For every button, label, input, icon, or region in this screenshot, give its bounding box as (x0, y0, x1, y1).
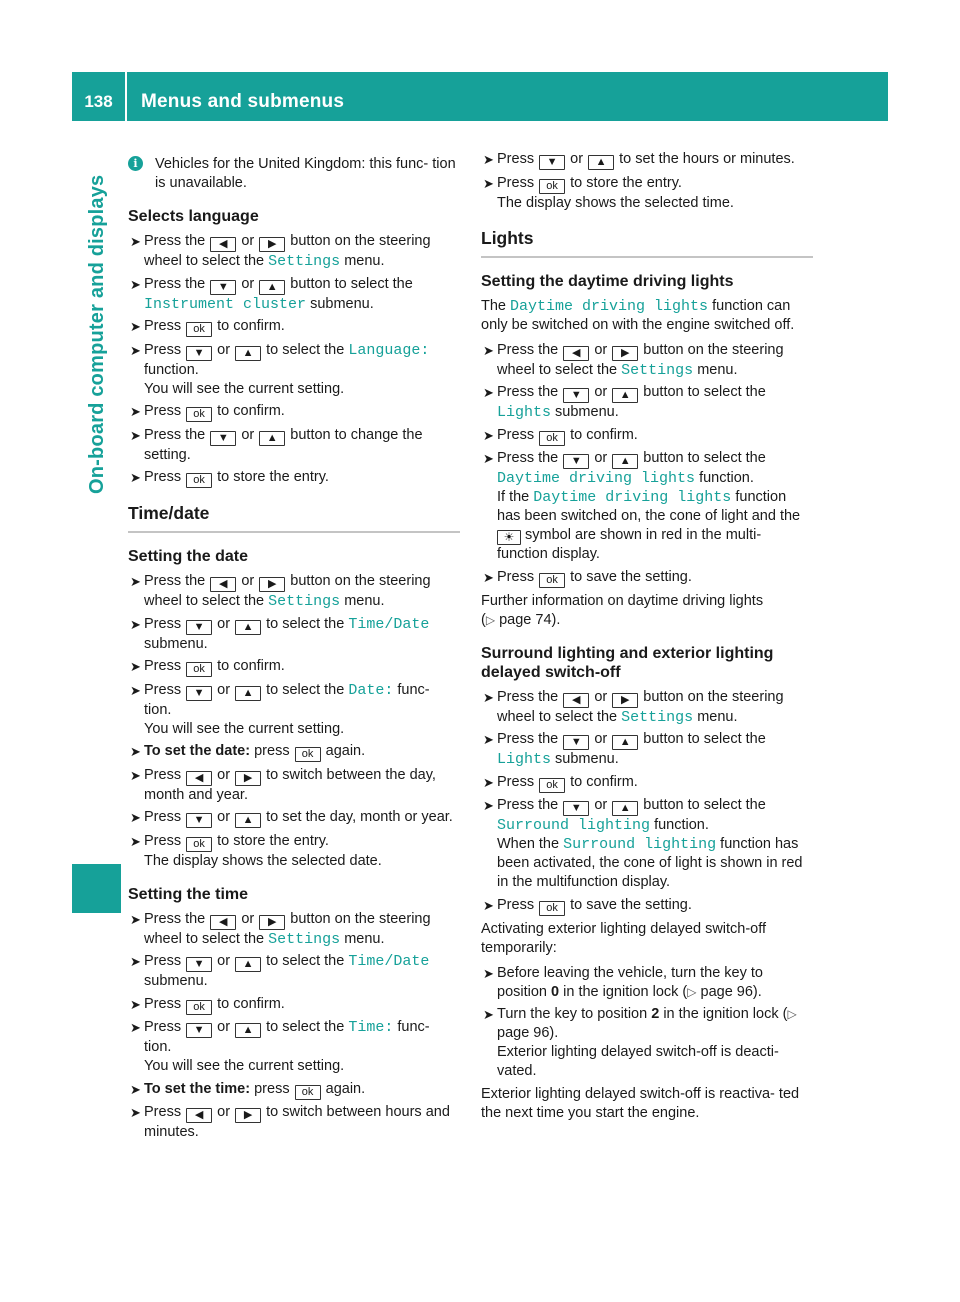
step-text: function. (144, 361, 199, 378)
step-arrow-icon: ➤ (130, 659, 141, 674)
section-heading: Time/date (128, 504, 460, 533)
instruction-step (128, 952, 460, 991)
step-text: to save the setting. (570, 568, 692, 585)
step-arrow-icon: ➤ (483, 732, 494, 747)
step-text: Press (144, 615, 182, 632)
chapter-title: Menus and submenus (141, 91, 345, 112)
paragraph: Further information on daytime driving lights (▷ page 74). (481, 592, 764, 628)
step-text: to switch between hours and minutes. (144, 1104, 450, 1140)
section-subheading: Surround lighting and exterior lighting delayed switch-off (481, 644, 774, 681)
step-arrow-icon: ➤ (130, 616, 141, 632)
step-text: button to select the (643, 797, 766, 813)
step-text: menu. (697, 361, 738, 378)
step-text: button on the steering wheel to select the (144, 573, 431, 609)
left-button-icon: ◀ (186, 771, 212, 786)
side-marker (72, 864, 121, 913)
page-ref-icon: ▷ (687, 984, 697, 999)
step-text: submenu. (555, 751, 619, 767)
ok-button-icon: ok (539, 573, 565, 588)
step-text: Press (144, 809, 182, 825)
step-text: or (241, 426, 255, 443)
step-text: or (217, 341, 231, 358)
step-text: Press (497, 568, 535, 585)
step-text: or (217, 681, 231, 698)
up-button-icon: ▲ (612, 735, 638, 750)
header-divider (125, 72, 127, 121)
step-text: Press the (144, 275, 206, 292)
step-arrow-icon: ➤ (483, 342, 494, 358)
step-text: Press (497, 151, 535, 167)
up-button-icon: ▲ (259, 431, 285, 446)
menu-name: Date: (348, 681, 394, 699)
instruction-step (128, 615, 460, 654)
up-button-icon: ▲ (235, 686, 261, 701)
step-text: press (254, 1080, 290, 1097)
up-button-icon: ▲ (235, 346, 261, 361)
step-text: Press the (497, 797, 559, 813)
step-text: button on the steering wheel to select the (497, 688, 784, 725)
ok-button-icon: ok (186, 407, 212, 422)
right-button-icon: ▶ (235, 1108, 261, 1123)
right-button-icon: ▶ (612, 693, 638, 708)
step-text: or (217, 809, 231, 825)
ok-button-icon: ok (539, 778, 565, 793)
instruction-step (481, 964, 813, 1002)
step-text: menu. (344, 930, 385, 947)
step-text: or (594, 384, 608, 400)
menu-name: Settings (268, 253, 341, 270)
step-text: Press (144, 766, 182, 783)
step-arrow-icon: ➤ (130, 911, 141, 927)
instruction-step (481, 568, 813, 588)
step-arrow-icon: ➤ (483, 689, 494, 705)
page-header (72, 72, 888, 121)
step-result: function has been activated, the cone of light is shown in red in the multifunction display. (497, 836, 803, 890)
ok-button-icon: ok (186, 322, 212, 337)
step-result: You will see the current setting. (144, 720, 345, 737)
down-button-icon: ▼ (186, 686, 212, 701)
step-text: menu. (344, 253, 385, 269)
instruction-step (128, 1018, 460, 1076)
step-text: Press the (144, 233, 206, 249)
menu-name: Time/Date (348, 953, 430, 970)
step-text: to store the entry. (217, 469, 329, 485)
step-text: Press the (144, 426, 206, 443)
step-text: button on the steering wheel to select the (144, 910, 431, 947)
light-symbol-icon: ☀ (497, 530, 521, 545)
step-arrow-icon: ➤ (483, 385, 494, 400)
instruction-step (481, 688, 813, 727)
instruction-step (128, 341, 460, 399)
step-text: Press the (497, 384, 559, 400)
section-subheading: Selects language (128, 208, 259, 225)
down-button-icon: ▼ (563, 735, 589, 750)
page-ref-link[interactable]: page 74). (499, 611, 561, 628)
step-text: or (217, 766, 231, 783)
step-text: function. (699, 470, 754, 486)
step-text: Turn the key to position (497, 1006, 648, 1022)
step-text: func- tion. (144, 1019, 430, 1055)
menu-name: Settings (268, 593, 341, 610)
instruction-step (481, 773, 813, 793)
instruction-step (481, 383, 813, 422)
step-text: to confirm. (217, 403, 285, 419)
up-button-icon: ▲ (588, 155, 614, 170)
step-text: button on the steering wheel to select the (144, 233, 431, 269)
step-text: Press (144, 1104, 182, 1120)
step-text: to switch between the day, month and year. (144, 766, 436, 803)
section-subheading: Setting the date (128, 548, 249, 565)
step-text: or (594, 797, 608, 813)
instruction-step (481, 1005, 813, 1081)
ok-button-icon: ok (186, 473, 212, 488)
step-text: or (241, 910, 255, 927)
step-text: Press (497, 426, 535, 443)
ok-button-icon: ok (539, 431, 565, 446)
paragraph: Activating exterior lighting delayed switch-off temporarily: (481, 920, 767, 956)
step-text: menu. (697, 708, 738, 725)
instruction-step (128, 808, 460, 828)
instruction-step (128, 402, 460, 422)
step-arrow-icon: ➤ (130, 276, 141, 292)
menu-name: Lights (497, 751, 552, 768)
instruction-step (128, 1080, 460, 1100)
step-text: button to select the (290, 275, 413, 292)
step-text: submenu. (310, 295, 374, 312)
menu-name: Time: (348, 1019, 394, 1036)
step-label: To set the date: (144, 743, 251, 759)
step-text: to select the (266, 341, 345, 358)
step-text: button to select the (643, 450, 766, 466)
step-arrow-icon: ➤ (130, 427, 141, 443)
side-chapter-label: On-board computer and displays (86, 175, 108, 495)
step-text: or (570, 151, 584, 167)
step-result: The display shows the selected time. (497, 194, 734, 211)
key-position: 0 (551, 983, 560, 1000)
step-text: or (594, 731, 608, 747)
step-text: submenu. (555, 404, 619, 420)
down-button-icon: ▼ (563, 388, 589, 403)
menu-name: Settings (621, 708, 694, 726)
menu-name: Lights (497, 404, 552, 421)
instruction-step (128, 1103, 460, 1142)
down-button-icon: ▼ (539, 155, 565, 170)
para-text: The (481, 297, 506, 314)
step-text: again. (325, 1080, 366, 1097)
left-button-icon: ◀ (563, 693, 589, 708)
step-text: to confirm. (217, 995, 285, 1012)
right-button-icon: ▶ (612, 346, 638, 361)
instruction-step (128, 468, 460, 488)
step-text: submenu. (144, 635, 208, 652)
down-button-icon: ▼ (563, 454, 589, 469)
step-text: to store the entry. (217, 832, 329, 849)
step-text: to confirm. (570, 773, 638, 790)
instruction-step (128, 317, 460, 337)
step-text: or (217, 1104, 231, 1120)
left-button-icon: ◀ (186, 1108, 212, 1123)
step-arrow-icon: ➤ (130, 234, 141, 249)
instruction-step (481, 174, 813, 213)
step-text: to save the setting. (570, 896, 692, 913)
step-result: Exterior lighting delayed switch-off is deacti- vated. (497, 1044, 779, 1079)
ok-button-icon: ok (295, 747, 321, 762)
step-text: Press the (497, 341, 559, 358)
step-arrow-icon: ➤ (130, 342, 141, 358)
paragraph (481, 297, 813, 335)
left-button-icon: ◀ (210, 237, 236, 252)
instruction-step (128, 426, 460, 465)
instruction-step (481, 730, 813, 769)
step-text: to select the (266, 1019, 345, 1035)
step-arrow-icon: ➤ (130, 744, 141, 759)
step-text: to confirm. (217, 658, 285, 674)
function-name: Surround lighting (563, 836, 717, 853)
instruction-step (128, 832, 460, 871)
down-button-icon: ▼ (186, 620, 212, 635)
step-text: Press (144, 681, 182, 698)
step-arrow-icon: ➤ (483, 569, 494, 585)
function-name: Daytime driving lights (510, 297, 709, 315)
step-arrow-icon: ➤ (483, 798, 494, 813)
step-text: or (241, 233, 255, 249)
right-button-icon: ▶ (259, 237, 285, 252)
step-arrow-icon: ➤ (483, 427, 494, 443)
step-arrow-icon: ➤ (130, 404, 141, 419)
step-text: button to select the (643, 731, 766, 747)
step-arrow-icon: ➤ (130, 1081, 141, 1097)
step-text: menu. (344, 593, 385, 609)
instruction-step (128, 657, 460, 677)
step-text: Press (497, 174, 535, 191)
ok-button-icon: ok (186, 1000, 212, 1015)
step-text: to select the (266, 681, 345, 698)
section-heading: Lights (481, 229, 813, 258)
instruction-step (481, 150, 813, 170)
menu-name: Settings (268, 930, 341, 948)
menu-name: Time/Date (348, 615, 430, 633)
step-arrow-icon: ➤ (483, 451, 494, 466)
up-button-icon: ▲ (612, 801, 638, 816)
instruction-step (481, 426, 813, 446)
step-text: Press (144, 1019, 182, 1035)
ok-button-icon: ok (539, 901, 565, 916)
page-number: 138 (84, 92, 113, 111)
down-button-icon: ▼ (186, 813, 212, 828)
step-text: to select the (266, 953, 345, 969)
down-button-icon: ▼ (186, 1023, 212, 1038)
menu-name: Instrument cluster (144, 295, 307, 313)
step-result: You will see the current setting. (144, 380, 345, 397)
step-text: to confirm. (570, 426, 638, 443)
step-result: When the (497, 836, 560, 852)
step-text: button on the steering wheel to select the (497, 341, 784, 378)
step-text: Press (144, 953, 182, 969)
right-button-icon: ▶ (235, 771, 261, 786)
up-button-icon: ▲ (612, 388, 638, 403)
step-arrow-icon: ➤ (483, 774, 494, 790)
step-text: Press (144, 995, 182, 1012)
step-text: press (254, 743, 290, 759)
step-text: button to select the (643, 384, 766, 400)
step-text: to store the entry. (570, 174, 682, 191)
step-text: or (594, 341, 608, 358)
down-button-icon: ▼ (186, 346, 212, 361)
step-text: Press (144, 832, 182, 849)
key-position: 2 (651, 1006, 660, 1022)
step-result: You will see the current setting. (144, 1058, 345, 1074)
info-icon: i (128, 156, 143, 171)
step-text: to set the hours or minutes. (619, 151, 795, 167)
info-note (128, 155, 460, 193)
down-button-icon: ▼ (210, 431, 236, 446)
para-text: Further information on daytime driving lights (481, 592, 764, 609)
step-result: function has been switched on, the cone of light and the (497, 489, 801, 524)
instruction-step (481, 341, 813, 380)
step-arrow-icon: ➤ (483, 175, 494, 191)
step-arrow-icon: ➤ (130, 319, 141, 334)
ok-button-icon: ok (186, 837, 212, 852)
left-button-icon: ◀ (210, 915, 236, 930)
step-text: Press the (497, 688, 559, 705)
menu-name: Settings (621, 361, 694, 379)
step-text: or (594, 688, 608, 705)
step-text: again. (325, 743, 366, 759)
step-arrow-icon: ➤ (130, 1020, 141, 1035)
left-column (128, 150, 460, 1146)
section-subheading: Setting the time (128, 885, 249, 903)
up-button-icon: ▲ (259, 280, 285, 295)
step-arrow-icon: ➤ (130, 833, 141, 849)
para-text: function can only be switched on with the engine switched off. (481, 297, 795, 333)
step-text: Before leaving the vehicle, turn the key to position (497, 964, 763, 1000)
function-name: Daytime driving lights (533, 489, 732, 506)
instruction-step (128, 681, 460, 739)
instruction-step (128, 572, 460, 611)
step-text: to set the day, month or year. (266, 809, 453, 825)
right-column (481, 150, 813, 1129)
ok-button-icon: ok (295, 1085, 321, 1100)
step-result: The display shows the selected date. (144, 852, 382, 869)
instruction-step (128, 275, 460, 314)
step-arrow-icon: ➤ (130, 574, 141, 589)
function-name: Surround lighting (497, 817, 651, 834)
step-text: to select the (266, 615, 345, 632)
instruction-step (128, 995, 460, 1015)
step-arrow-icon: ➤ (130, 470, 141, 485)
down-button-icon: ▼ (563, 801, 589, 816)
step-text: Press (144, 469, 182, 485)
step-result: symbol are shown in red in the multi- function display. (497, 527, 762, 562)
up-button-icon: ▲ (235, 620, 261, 635)
instruction-step (481, 449, 813, 564)
function-name: Daytime driving lights (497, 470, 696, 487)
step-arrow-icon: ➤ (130, 810, 141, 825)
instruction-step (128, 742, 460, 762)
menu-name: Language: (348, 341, 430, 359)
step-text: Press the (144, 573, 206, 589)
up-button-icon: ▲ (235, 813, 261, 828)
right-button-icon: ▶ (259, 577, 285, 592)
step-text: in the ignition lock ( (563, 983, 688, 1000)
step-arrow-icon: ➤ (483, 897, 494, 913)
step-text: Press (144, 341, 182, 358)
step-text: function. (654, 817, 709, 833)
step-text: submenu. (144, 973, 208, 989)
up-button-icon: ▲ (235, 1023, 261, 1038)
step-arrow-icon: ➤ (483, 1007, 494, 1022)
paragraph: Exterior lighting delayed switch-off is reactiva- ted the next time you start the engine. (481, 1086, 800, 1121)
right-button-icon: ▶ (259, 915, 285, 930)
step-arrow-icon: ➤ (130, 996, 141, 1012)
page-ref-link[interactable]: page 96). (497, 1025, 559, 1041)
step-text: func- tion. (144, 681, 430, 718)
step-text: or (241, 275, 255, 292)
step-text: Press (144, 658, 182, 674)
step-text: Press (144, 403, 182, 419)
instruction-step (128, 910, 460, 949)
step-text: button to change the setting. (144, 426, 423, 463)
step-text: Press the (144, 910, 206, 927)
up-button-icon: ▲ (612, 454, 638, 469)
down-button-icon: ▼ (186, 957, 212, 972)
ok-button-icon: ok (539, 179, 565, 194)
section-subheading: Setting the daytime driving lights (481, 272, 734, 290)
step-text: Press the (497, 450, 559, 466)
down-button-icon: ▼ (210, 280, 236, 295)
step-text: or (217, 1019, 231, 1035)
step-text: to confirm. (217, 318, 285, 334)
instruction-step (481, 896, 813, 916)
ok-button-icon: ok (186, 662, 212, 677)
step-label: To set the time: (144, 1080, 251, 1097)
instruction-step (128, 766, 460, 805)
step-arrow-icon: ➤ (483, 152, 494, 167)
info-note-text: Vehicles for the United Kingdom: this func- tion is unavailable. (155, 156, 456, 191)
page-ref-icon: ▷ (485, 612, 496, 627)
instruction-step (481, 796, 813, 892)
step-arrow-icon: ➤ (483, 965, 494, 981)
step-result: If the (497, 489, 530, 505)
step-text: Press (497, 896, 535, 913)
step-text: Press the (497, 731, 559, 747)
step-text: or (594, 450, 608, 466)
step-text: or (217, 615, 231, 632)
step-text: Press (497, 773, 535, 790)
step-arrow-icon: ➤ (130, 1105, 141, 1120)
up-button-icon: ▲ (235, 957, 261, 972)
page-ref-link[interactable]: page 96). (700, 983, 762, 1000)
step-text: or (217, 953, 231, 969)
step-text: Press (144, 318, 182, 334)
step-arrow-icon: ➤ (130, 767, 141, 783)
step-arrow-icon: ➤ (130, 682, 141, 698)
page-ref-icon: ▷ (787, 1007, 797, 1021)
step-text: in the ignition lock ( (663, 1006, 788, 1022)
step-text: or (241, 573, 255, 589)
step-arrow-icon: ➤ (130, 954, 141, 969)
instruction-step (128, 232, 460, 271)
left-button-icon: ◀ (210, 577, 236, 592)
left-button-icon: ◀ (563, 346, 589, 361)
